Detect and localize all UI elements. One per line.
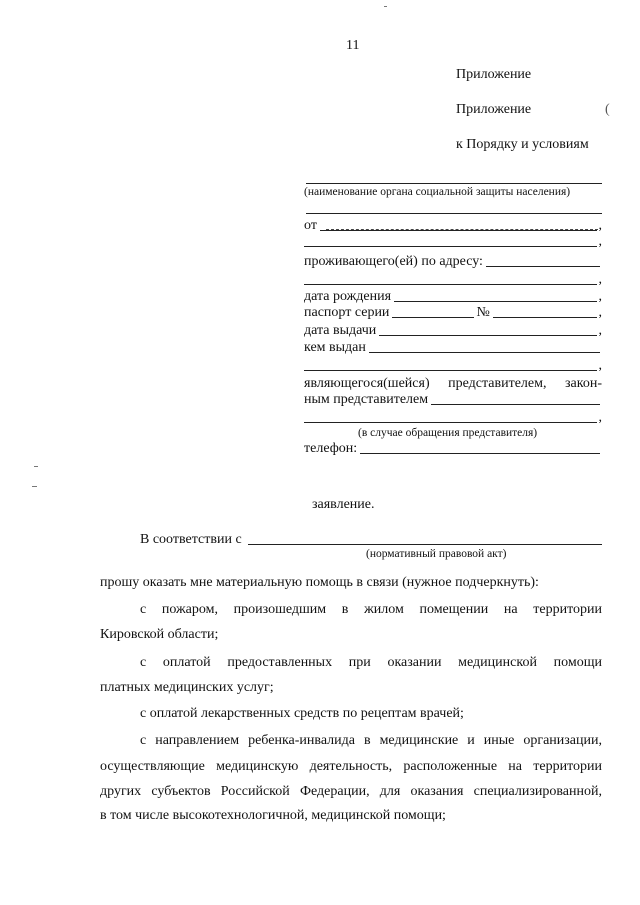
issue-date-row: дата выдачи , <box>304 323 602 338</box>
organ-name-caption: (наименование органа социальной защиты населения) <box>304 186 571 198</box>
passport-series-label: паспорт серии <box>304 305 390 320</box>
issued-by-row-continued: , <box>304 358 602 374</box>
option-fire: с пожаром, произошедшим в жилом помещении на территории <box>140 602 602 617</box>
from-row-continued: , <box>304 234 602 250</box>
option-medical-services: с оплатой предоставленных при оказании медицинской помощи <box>140 655 602 670</box>
from-field <box>320 230 597 231</box>
page-number: 11 <box>346 38 360 53</box>
phone-label: телефон: <box>304 441 358 456</box>
option-medicines: с оплатой лекарственных средств по рецептам врачей; <box>140 706 464 721</box>
representative-row <box>304 392 602 408</box>
legal-act-caption: (нормативный правовой акт) <box>366 548 507 560</box>
option-disabled-child-line4: в том числе высокотехнологичной, медицинской помощи; <box>100 808 446 823</box>
address-row <box>304 254 602 270</box>
option-medical-services-continued: платных медицинских услуг; <box>100 680 274 695</box>
issued-by-label: кем выдан <box>304 340 366 355</box>
option-disabled-child: с направлением ребенка-инвалида в медицинские и иные организации, <box>140 733 602 748</box>
scan-artifact <box>32 486 37 487</box>
passport-number-label: № <box>476 305 490 320</box>
issued-by-row <box>304 340 602 356</box>
representative-text: являющегося(шейся) представителем, закон- <box>304 376 602 391</box>
phone-field <box>360 453 600 454</box>
issue-date-field <box>379 335 596 336</box>
issue-date-label: дата выдачи <box>304 323 377 338</box>
passport-row: паспорт серии № , <box>304 305 602 320</box>
passport-number-field <box>493 317 597 318</box>
address-field-continued <box>304 284 597 285</box>
from-field-underline <box>326 229 598 230</box>
organ-name-line-2 <box>306 213 602 214</box>
representative-field-continued <box>304 422 597 423</box>
request-text: прошу оказать мне материальную помощь в связи (нужное подчеркнуть): <box>100 575 539 590</box>
legal-act-field <box>248 544 602 545</box>
representative-caption: (в случае обращения представителя) <box>358 427 538 439</box>
option-fire-continued: Кировской области; <box>100 627 219 642</box>
scan-artifact <box>384 6 387 7</box>
legal-act-label: В соответствии с <box>140 532 242 547</box>
passport-series-field <box>392 317 474 318</box>
birth-date-row: дата рождения , <box>304 289 602 304</box>
birth-date-label: дата рождения <box>304 289 392 304</box>
legal-act-row <box>140 532 602 548</box>
appendix-heading: Приложение <box>456 67 532 82</box>
option-disabled-child-line2: осуществляющие медицинскую деятельность, расположенные на территории <box>100 759 602 774</box>
issued-by-field <box>369 352 600 353</box>
issued-by-field-continued <box>304 370 597 371</box>
scan-artifact <box>34 466 38 467</box>
option-disabled-child-line3: других субъектов Российской Федерации, для оказания специализированной, <box>100 784 602 799</box>
representative-field <box>431 404 600 405</box>
from-label: от <box>304 218 317 233</box>
from-row: от , <box>304 218 602 233</box>
cut-off-mark: ( <box>605 102 610 117</box>
statement-title: заявление. <box>312 497 375 512</box>
from-field-continued <box>304 246 597 247</box>
representative-label: ным представителем <box>304 392 429 407</box>
phone-row <box>304 441 602 457</box>
address-row-continued: , <box>304 272 602 288</box>
appendix-heading-repeat: Приложение <box>456 102 532 117</box>
address-field <box>486 266 600 267</box>
address-label: проживающего(ей) по адресу: <box>304 254 483 269</box>
birth-date-field <box>394 301 596 302</box>
appendix-reference: к Порядку и условиям <box>456 137 589 152</box>
representative-row-continued: , <box>304 410 602 426</box>
organ-name-line <box>306 183 602 184</box>
